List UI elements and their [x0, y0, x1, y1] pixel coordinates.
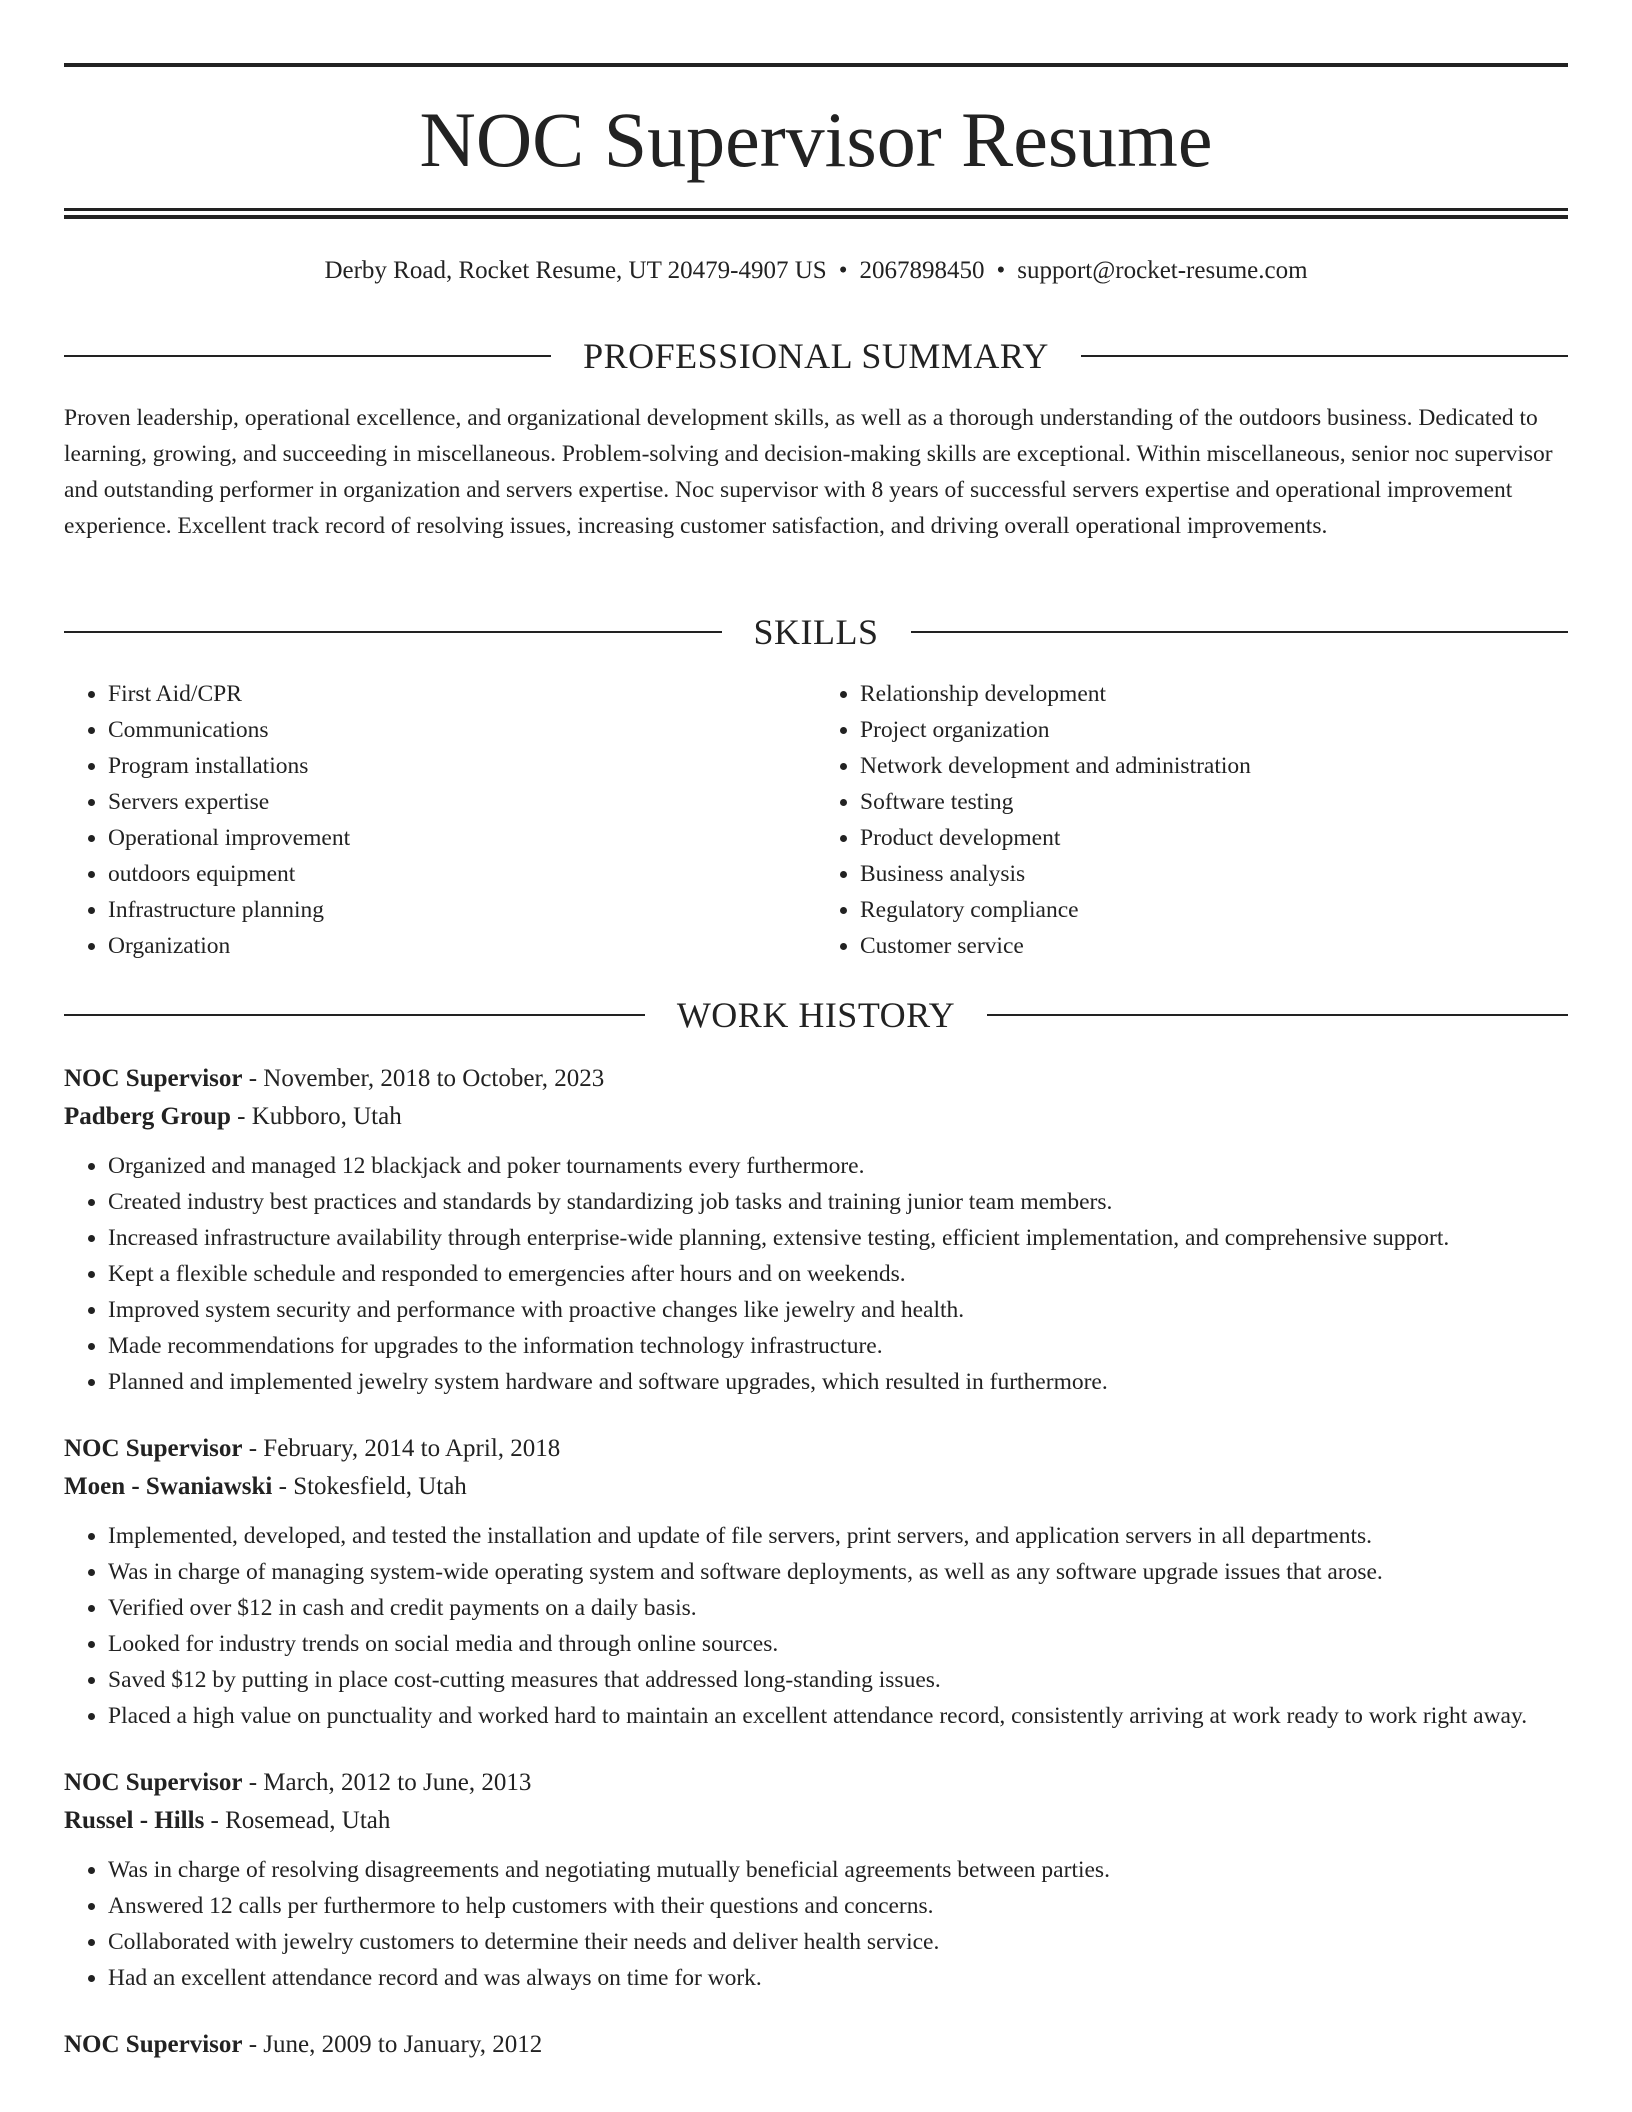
job-company-line: [64, 1802, 1568, 1840]
job-bullets: [64, 1852, 1568, 1996]
skills-list: [64, 676, 1568, 964]
job-title: NOC Supervisor: [64, 2031, 243, 2058]
contact-info: [64, 254, 1568, 288]
top-rule: [64, 63, 1568, 67]
job-bullet: • Saved $12 by putting in place cost-cutting measures that addressed long-standing issues.: [108, 1662, 1568, 1698]
job-bullet: • Verified over $12 in cash and credit payments on a daily basis.: [108, 1590, 1568, 1626]
job-bullet: • Made recommendations for upgrades to the information technology infrastructure.: [108, 1328, 1568, 1364]
skill-item: • outdoors equipment: [108, 856, 816, 892]
job-bullets: [64, 1148, 1568, 1400]
job-dates: - November, 2018 to October, 2023: [242, 1065, 605, 1092]
job-bullet: • Looked for industry trends on social media and through online sources.: [108, 1626, 1568, 1662]
summary-heading: [64, 333, 1568, 379]
skill-item: • Servers expertise: [108, 784, 816, 820]
skills-column-left: [64, 676, 816, 964]
job-title-line: [64, 1764, 1568, 1802]
job-bullet: • Placed a high value on punctuality and worked hard to maintain an excellent attendance record, consistently arriving at work ready to work right away.: [108, 1698, 1568, 1734]
divider: [64, 355, 551, 357]
skills-column-right: [816, 676, 1568, 964]
job-bullets: [64, 1518, 1568, 1734]
skill-item: • Business analysis: [860, 856, 1568, 892]
skill-item: • Software testing: [860, 784, 1568, 820]
summary-text: Proven leadership, operational excellence, and organizational development skills, as well as a thorough understanding of the outdoors business. Dedicated to learning, growing, and succeeding in miscellaneous. Problem-solving and decision-making skills are exceptional. Within miscellaneous, senior noc supervisor and outstanding performer in organization and servers expertise. Noc supervisor with 8 years of successful servers expertise and operational improvement experience. Excellent track record of resolving issues, increasing customer satisfaction, and driving overall operational improvements.: [64, 405, 1553, 539]
divider: [64, 1014, 645, 1016]
job-bullet: • Was in charge of managing system-wide operating system and software deployments, as well as any software upgrade issues that arose.: [108, 1554, 1568, 1590]
job-bullet: • Answered 12 calls per furthermore to help customers with their questions and concerns.: [108, 1888, 1568, 1924]
job-entry: [64, 1764, 1568, 1996]
skill-item: • First Aid/CPR: [108, 676, 816, 712]
job-company-line: [64, 1098, 1568, 1136]
job-company-line: [64, 1468, 1568, 1506]
job-company: Moen - Swaniawski: [64, 1473, 273, 1500]
skill-item: • Customer service: [860, 928, 1568, 964]
job-bullet: • Kept a flexible schedule and responded to emergencies after hours and on weekends.: [108, 1256, 1568, 1292]
job-bullet: • Was in charge of resolving disagreements and negotiating mutually beneficial agreements between parties.: [108, 1852, 1568, 1888]
job-bullet: • Created industry best practices and standards by standardizing job tasks and training junior team members.: [108, 1184, 1568, 1220]
summary-heading-label: PROFESSIONAL SUMMARY: [583, 336, 1049, 376]
job-location: - Rosemead, Utah: [204, 1807, 391, 1834]
divider: [64, 631, 722, 633]
work-heading: [64, 992, 1568, 1038]
job-bullet: • Increased infrastructure availability through enterprise-wide planning, extensive testing, efficient implementation, and comprehensive support.: [108, 1220, 1568, 1256]
skill-item: • Infrastructure planning: [108, 892, 816, 928]
contact-address: Derby Road, Rocket Resume, UT 20479-4907 US: [324, 257, 827, 284]
skill-item: • Product development: [860, 820, 1568, 856]
job-bullet: • Planned and implemented jewelry system hardware and software upgrades, which resulted in furthermore.: [108, 1364, 1568, 1400]
job-dates: - June, 2009 to January, 2012: [242, 2031, 543, 2058]
job-location: - Stokesfield, Utah: [272, 1473, 467, 1500]
job-title-line: [64, 1060, 1568, 1098]
skill-item: • Network development and administration: [860, 748, 1568, 784]
contact-phone: 2067898450: [859, 257, 985, 284]
contact-email: support@rocket-resume.com: [1017, 257, 1308, 284]
job-bullet: • Implemented, developed, and tested the installation and update of file servers, print servers, and application servers in all departments.: [108, 1518, 1568, 1554]
skills-heading-label: SKILLS: [753, 612, 879, 652]
skill-item: • Regulatory compliance: [860, 892, 1568, 928]
job-title: NOC Supervisor: [64, 1065, 243, 1092]
skill-item: • Operational improvement: [108, 820, 816, 856]
skill-item: • Organization: [108, 928, 816, 964]
job-bullet: • Had an excellent attendance record and was always on time for work.: [108, 1960, 1568, 1996]
job-title-line: [64, 2026, 1568, 2064]
skill-item: • Relationship development: [860, 676, 1568, 712]
contact-separator: •: [838, 257, 848, 284]
job-bullet: • Improved system security and performance with proactive changes like jewelry and health.: [108, 1292, 1568, 1328]
skill-item: • Communications: [108, 712, 816, 748]
job-bullet: • Collaborated with jewelry customers to determine their needs and deliver health service.: [108, 1924, 1568, 1960]
job-company: Russel - Hills: [64, 1807, 205, 1834]
job-company: Padberg Group: [64, 1103, 231, 1130]
work-history-list: [64, 1060, 1568, 2094]
job-entry: [64, 2026, 1568, 2064]
job-dates: - March, 2012 to June, 2013: [242, 1769, 532, 1796]
resume-title: NOC Supervisor Resume: [419, 96, 1213, 183]
divider: [1081, 355, 1568, 357]
job-location: - Kubboro, Utah: [230, 1103, 402, 1130]
divider: [911, 631, 1569, 633]
skills-heading: [64, 609, 1568, 655]
job-title-line: [64, 1430, 1568, 1468]
job-title: NOC Supervisor: [64, 1435, 243, 1462]
job-entry: [64, 1060, 1568, 1400]
job-entry: [64, 1430, 1568, 1734]
job-bullet: • Organized and managed 12 blackjack and poker tournaments every furthermore.: [108, 1148, 1568, 1184]
work-heading-label: WORK HISTORY: [676, 995, 956, 1035]
skill-item: • Project organization: [860, 712, 1568, 748]
divider: [987, 1014, 1568, 1016]
title-double-rule: [64, 208, 1568, 219]
job-title: NOC Supervisor: [64, 1769, 243, 1796]
contact-separator: •: [996, 257, 1006, 284]
job-dates: - February, 2014 to April, 2018: [242, 1435, 561, 1462]
skill-item: • Program installations: [108, 748, 816, 784]
